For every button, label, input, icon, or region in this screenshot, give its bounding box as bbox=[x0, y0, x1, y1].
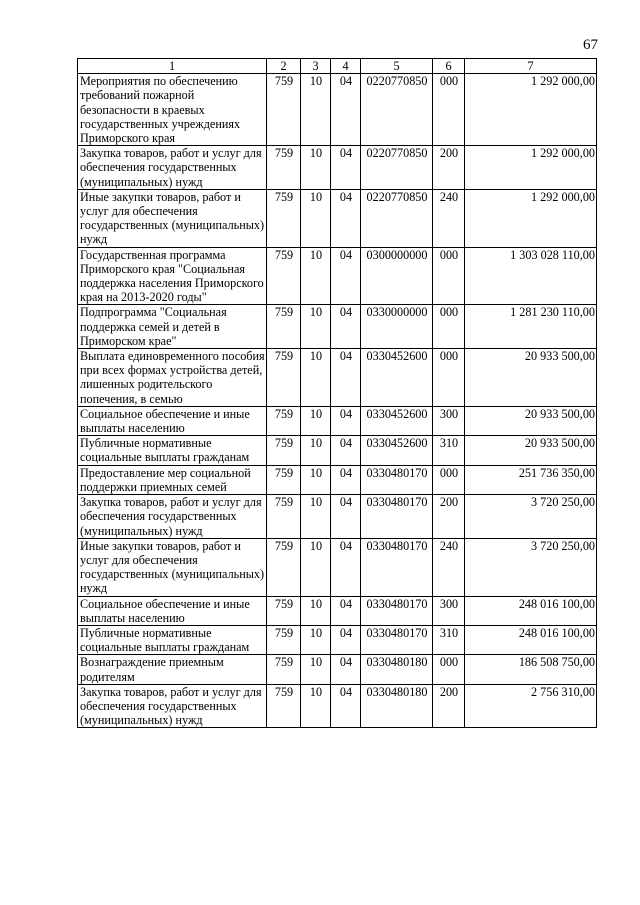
row-grbs-cell: 759 bbox=[267, 655, 301, 684]
row-subsection-cell: 04 bbox=[331, 596, 361, 625]
row-section-cell: 10 bbox=[301, 74, 331, 146]
row-name-cell: Публичные нормативные социальные выплаты гражданам bbox=[78, 436, 267, 465]
row-expense-type-cell: 200 bbox=[433, 684, 465, 728]
row-amount-cell: 20 933 500,00 bbox=[465, 349, 597, 407]
row-expense-type-cell: 200 bbox=[433, 495, 465, 539]
row-name-cell: Публичные нормативные социальные выплаты гражданам bbox=[78, 625, 267, 654]
row-amount-cell: 1 292 000,00 bbox=[465, 74, 597, 146]
row-section-cell: 10 bbox=[301, 247, 331, 305]
header-col-3: 3 bbox=[301, 59, 331, 74]
row-expense-type-cell: 300 bbox=[433, 596, 465, 625]
row-grbs-cell: 759 bbox=[267, 596, 301, 625]
table-row bbox=[78, 406, 597, 435]
row-amount-cell: 3 720 250,00 bbox=[465, 495, 597, 539]
row-amount-cell: 20 933 500,00 bbox=[465, 406, 597, 435]
row-subsection-cell: 04 bbox=[331, 655, 361, 684]
page-number: 67 bbox=[583, 37, 598, 53]
row-expense-type-cell: 240 bbox=[433, 189, 465, 247]
row-amount-cell: 251 736 350,00 bbox=[465, 465, 597, 494]
row-section-cell: 10 bbox=[301, 684, 331, 728]
table-row bbox=[78, 655, 597, 684]
row-target-article-cell: 0330452600 bbox=[361, 406, 433, 435]
row-target-article-cell: 0330480180 bbox=[361, 655, 433, 684]
row-name-cell: Закупка товаров, работ и услуг для обеспечения государственных (муниципальных) нужд bbox=[78, 684, 267, 728]
table-row bbox=[78, 495, 597, 539]
row-name-cell: Предоставление мер социальной поддержки приемных семей bbox=[78, 465, 267, 494]
table-row bbox=[78, 436, 597, 465]
row-subsection-cell: 04 bbox=[331, 305, 361, 349]
row-subsection-cell: 04 bbox=[331, 436, 361, 465]
row-subsection-cell: 04 bbox=[331, 495, 361, 539]
row-subsection-cell: 04 bbox=[331, 189, 361, 247]
row-section-cell: 10 bbox=[301, 189, 331, 247]
header-col-2: 2 bbox=[267, 59, 301, 74]
row-expense-type-cell: 240 bbox=[433, 538, 465, 596]
row-name-cell: Иные закупки товаров, работ и услуг для обеспечения государственных (муниципальных) нужд bbox=[78, 189, 267, 247]
table-row bbox=[78, 146, 597, 190]
row-amount-cell: 1 303 028 110,00 bbox=[465, 247, 597, 305]
row-subsection-cell: 04 bbox=[331, 247, 361, 305]
row-grbs-cell: 759 bbox=[267, 146, 301, 190]
row-section-cell: 10 bbox=[301, 625, 331, 654]
row-expense-type-cell: 310 bbox=[433, 625, 465, 654]
row-amount-cell: 248 016 100,00 bbox=[465, 625, 597, 654]
row-section-cell: 10 bbox=[301, 349, 331, 407]
row-target-article-cell: 0330480180 bbox=[361, 684, 433, 728]
row-grbs-cell: 759 bbox=[267, 684, 301, 728]
row-amount-cell: 2 756 310,00 bbox=[465, 684, 597, 728]
header-col-5: 5 bbox=[361, 59, 433, 74]
row-subsection-cell: 04 bbox=[331, 684, 361, 728]
row-expense-type-cell: 000 bbox=[433, 305, 465, 349]
row-grbs-cell: 759 bbox=[267, 406, 301, 435]
row-amount-cell: 248 016 100,00 bbox=[465, 596, 597, 625]
row-section-cell: 10 bbox=[301, 146, 331, 190]
table-row bbox=[78, 305, 597, 349]
row-subsection-cell: 04 bbox=[331, 146, 361, 190]
row-target-article-cell: 0220770850 bbox=[361, 146, 433, 190]
row-subsection-cell: 04 bbox=[331, 465, 361, 494]
row-name-cell: Социальное обеспечение и иные выплаты населению bbox=[78, 406, 267, 435]
row-grbs-cell: 759 bbox=[267, 74, 301, 146]
row-expense-type-cell: 200 bbox=[433, 146, 465, 190]
row-target-article-cell: 0330480170 bbox=[361, 625, 433, 654]
row-name-cell: Выплата единовременного пособия при всех формах устройства детей, лишенных родительского попечения, в семью bbox=[78, 349, 267, 407]
row-name-cell: Закупка товаров, работ и услуг для обеспечения государственных (муниципальных) нужд bbox=[78, 495, 267, 539]
row-name-cell: Вознаграждение приемным родителям bbox=[78, 655, 267, 684]
row-name-cell: Социальное обеспечение и иные выплаты населению bbox=[78, 596, 267, 625]
row-grbs-cell: 759 bbox=[267, 305, 301, 349]
row-section-cell: 10 bbox=[301, 436, 331, 465]
row-amount-cell: 1 292 000,00 bbox=[465, 146, 597, 190]
row-amount-cell: 186 508 750,00 bbox=[465, 655, 597, 684]
row-subsection-cell: 04 bbox=[331, 349, 361, 407]
table-row bbox=[78, 684, 597, 728]
budget-table bbox=[77, 58, 597, 728]
row-name-cell: Подпрограмма "Социальная поддержка семей и детей в Приморском крае" bbox=[78, 305, 267, 349]
row-grbs-cell: 759 bbox=[267, 436, 301, 465]
row-name-cell: Иные закупки товаров, работ и услуг для обеспечения государственных (муниципальных) нужд bbox=[78, 538, 267, 596]
table-row bbox=[78, 247, 597, 305]
row-expense-type-cell: 000 bbox=[433, 247, 465, 305]
row-grbs-cell: 759 bbox=[267, 538, 301, 596]
row-subsection-cell: 04 bbox=[331, 538, 361, 596]
row-grbs-cell: 759 bbox=[267, 247, 301, 305]
row-subsection-cell: 04 bbox=[331, 74, 361, 146]
row-expense-type-cell: 000 bbox=[433, 74, 465, 146]
row-name-cell: Государственная программа Приморского края "Социальная поддержка населения Приморского края на 2013-2020 годы" bbox=[78, 247, 267, 305]
row-section-cell: 10 bbox=[301, 406, 331, 435]
row-name-cell: Мероприятия по обеспечению требований пожарной безопасности в краевых государственных учреждениях Приморского края bbox=[78, 74, 267, 146]
row-section-cell: 10 bbox=[301, 495, 331, 539]
table-row bbox=[78, 596, 597, 625]
row-expense-type-cell: 000 bbox=[433, 655, 465, 684]
header-row bbox=[78, 59, 597, 74]
row-grbs-cell: 759 bbox=[267, 625, 301, 654]
header-col-7: 7 bbox=[465, 59, 597, 74]
row-target-article-cell: 0330480170 bbox=[361, 495, 433, 539]
row-amount-cell: 1 292 000,00 bbox=[465, 189, 597, 247]
table-row bbox=[78, 74, 597, 146]
row-target-article-cell: 0300000000 bbox=[361, 247, 433, 305]
table-row bbox=[78, 625, 597, 654]
header-col-6: 6 bbox=[433, 59, 465, 74]
row-section-cell: 10 bbox=[301, 596, 331, 625]
header-col-4: 4 bbox=[331, 59, 361, 74]
row-section-cell: 10 bbox=[301, 465, 331, 494]
row-section-cell: 10 bbox=[301, 538, 331, 596]
row-target-article-cell: 0330452600 bbox=[361, 436, 433, 465]
row-target-article-cell: 0220770850 bbox=[361, 189, 433, 247]
row-section-cell: 10 bbox=[301, 305, 331, 349]
row-amount-cell: 1 281 230 110,00 bbox=[465, 305, 597, 349]
table-row bbox=[78, 189, 597, 247]
row-target-article-cell: 0220770850 bbox=[361, 74, 433, 146]
row-grbs-cell: 759 bbox=[267, 495, 301, 539]
table-row bbox=[78, 538, 597, 596]
row-subsection-cell: 04 bbox=[331, 625, 361, 654]
row-subsection-cell: 04 bbox=[331, 406, 361, 435]
row-grbs-cell: 759 bbox=[267, 349, 301, 407]
row-grbs-cell: 759 bbox=[267, 189, 301, 247]
row-expense-type-cell: 300 bbox=[433, 406, 465, 435]
table-row bbox=[78, 349, 597, 407]
row-target-article-cell: 0330000000 bbox=[361, 305, 433, 349]
row-target-article-cell: 0330480170 bbox=[361, 538, 433, 596]
row-target-article-cell: 0330480170 bbox=[361, 465, 433, 494]
row-name-cell: Закупка товаров, работ и услуг для обеспечения государственных (муниципальных) нужд bbox=[78, 146, 267, 190]
row-amount-cell: 3 720 250,00 bbox=[465, 538, 597, 596]
table-row bbox=[78, 465, 597, 494]
row-expense-type-cell: 000 bbox=[433, 465, 465, 494]
header-col-1: 1 bbox=[78, 59, 267, 74]
table-body bbox=[78, 74, 597, 728]
row-expense-type-cell: 000 bbox=[433, 349, 465, 407]
row-target-article-cell: 0330452600 bbox=[361, 349, 433, 407]
row-grbs-cell: 759 bbox=[267, 465, 301, 494]
row-target-article-cell: 0330480170 bbox=[361, 596, 433, 625]
row-expense-type-cell: 310 bbox=[433, 436, 465, 465]
row-amount-cell: 20 933 500,00 bbox=[465, 436, 597, 465]
row-section-cell: 10 bbox=[301, 655, 331, 684]
